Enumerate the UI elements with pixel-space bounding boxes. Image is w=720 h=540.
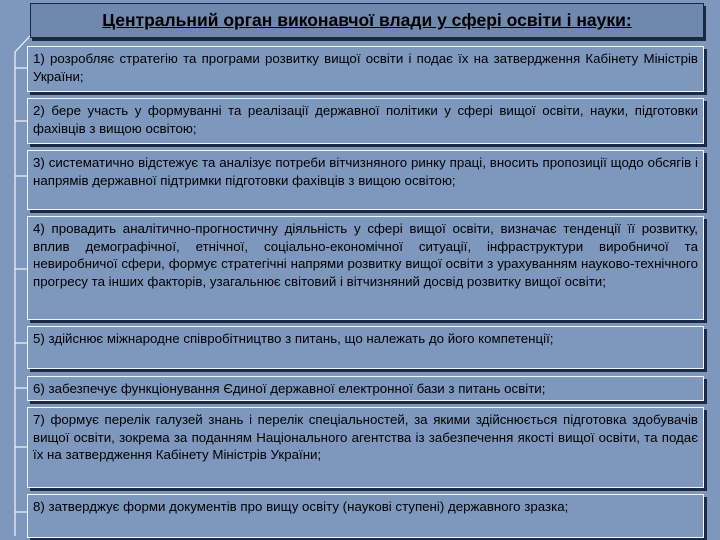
- list-item-5: 5) здійснює міжнародне співробітництво з питань, що належать до його компетенції;: [27, 326, 704, 369]
- list-item-6: 6) забезпечує функціонування Єдиної державної електронної бази з питань освіти;: [27, 376, 704, 401]
- page-title: Центральний орган виконавчої влади у сфері освіти і науки:: [30, 3, 704, 38]
- list-item-2: 2) бере участь у формуванні та реалізації державної політики у сфері вищої освіти, науки, підготовки фахівців з вищою освітою;: [27, 98, 704, 144]
- list-item-3: 3) систематично відстежує та аналізує потреби вітчизняного ринку праці, вносить пропозиції щодо обсягів і напрямів державної підтримки підготовки фахівців з вищою освітою;: [27, 150, 704, 210]
- list-item-8: 8) затверджує форми документів про вищу освіту (наукові ступені) державного зразка;: [27, 494, 704, 538]
- list-item-4: 4) провадить аналітично-прогностичну діяльність у сфері вищої освіти, визначає тенденції її розвитку, вплив демографічної, етнічної, соціально-економічної ситуації, інфраструктури виробничої та невиробничої сфери, формує стратегічні напрями розвитку вищої освіти з урахуванням науково-технічного прогресу та інших факторів, узагальнює світовий і вітчизняний досвід розвитку вищої освіти;: [27, 216, 704, 320]
- list-item-7: 7) формує перелік галузей знань і перелік спеціальностей, за якими здійснюється підготовка здобувачів вищої освіти, зокрема за поданням Національного агентства із забезпечення якості вищої освіти, та подає їх на затвердження Кабінету Міністрів України;: [27, 407, 704, 488]
- list-item-1: 1) розробляє стратегію та програми розвитку вищої освіти і подає їх на затвердження Кабінету Міністрів України;: [27, 46, 704, 92]
